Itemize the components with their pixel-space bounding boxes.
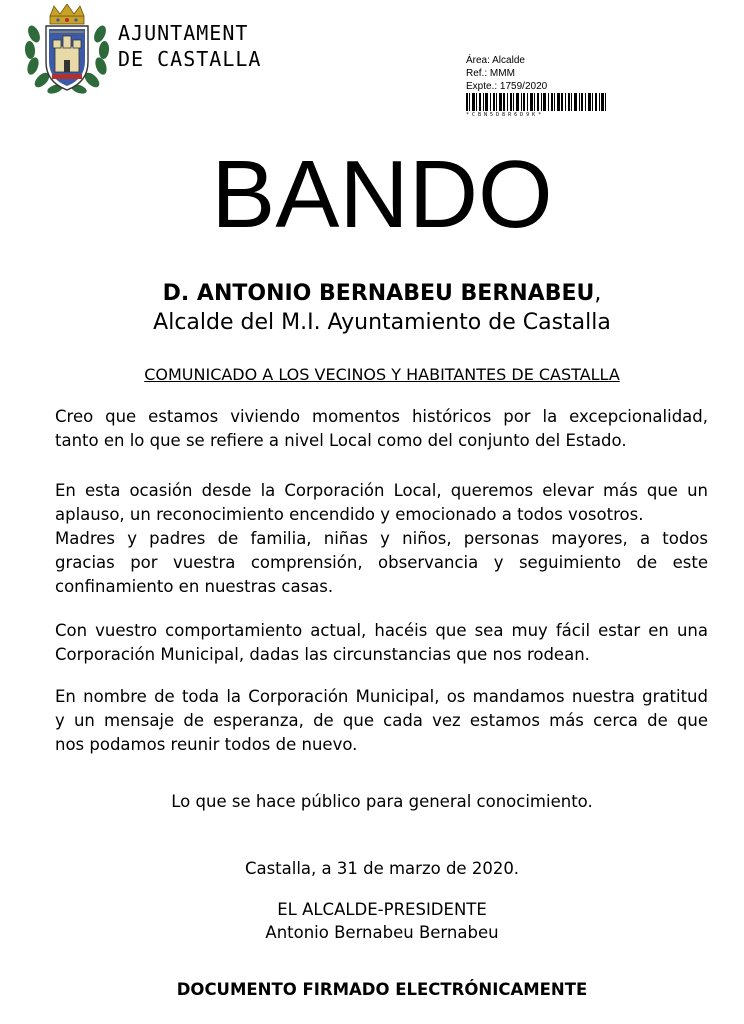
- date-line: Castalla, a 31 de marzo de 2020.: [244, 859, 520, 878]
- barcode-text: *CBN5D8R6D9K*: [466, 112, 545, 118]
- organization-name-line1: AJUNTAMENT: [118, 21, 249, 45]
- paragraph-line: y un mensaje de esperanza, de que cada vez estamos más cerca de que: [55, 711, 708, 730]
- organization-name: [118, 20, 261, 72]
- body-paragraph-1: [55, 405, 708, 453]
- paragraph-line: En esta ocasión desde la Corporación Local, queremos elevar más que un: [55, 481, 708, 500]
- paragraph-line: Madres y padres de familia, niñas y niños, personas mayores, a todos: [55, 529, 708, 548]
- document-metadata: [466, 54, 547, 93]
- mayor-name: D. ANTONIO BERNABEU BERNABEU: [162, 281, 595, 306]
- meta-expte-value: 1759/2020: [499, 81, 548, 92]
- electronic-signature-notice: DOCUMENTO FIRMADO ELECTRÓNICAMENTE: [176, 980, 588, 999]
- mayor-name-suffix: ,: [594, 281, 602, 306]
- mayor-name-line: [0, 280, 744, 308]
- body-paragraph-3: [55, 619, 708, 667]
- paragraph-line: aplauso, un reconocimiento encendido y emocionado a todos vosotros.: [55, 505, 644, 524]
- paragraph-line: Creo que estamos viviendo momentos históricos por la excepcionalidad,: [55, 407, 708, 426]
- paragraph-line: nos podamos reunir todos de nuevo.: [55, 735, 358, 754]
- paragraph-line: gracias por vuestra comprensión, observancia y seguimiento de este: [55, 553, 708, 572]
- body-paragraph-2: [55, 479, 708, 599]
- body-paragraph-4: [55, 685, 708, 757]
- municipal-coat-of-arms-icon: [22, 4, 112, 96]
- meta-area-label: Área:: [466, 55, 490, 66]
- meta-expte-label: Expte.:: [466, 81, 498, 92]
- barcode-icon: [466, 93, 606, 111]
- signature-name: Antonio Bernabeu Bernabeu: [265, 923, 499, 942]
- paragraph-line: confinamiento en nuestras casas.: [55, 577, 334, 596]
- paragraph-line: Corporación Municipal, dadas las circunstancias que nos rodean.: [55, 645, 590, 664]
- paragraph-line: tanto en lo que se refiere a nivel Local como del conjunto del Estado.: [55, 431, 627, 450]
- organization-name-line2: DE CASTALLA: [118, 47, 262, 71]
- closing-statement: Lo que se hace público para general conocimiento.: [171, 792, 593, 811]
- meta-ref-value: MMM: [489, 68, 515, 79]
- meta-expte: [466, 80, 547, 93]
- signature-title: EL ALCALDE-PRESIDENTE: [277, 900, 487, 919]
- paragraph-line: Con vuestro comportamiento actual, hacéis que sea muy fácil estar en una: [55, 621, 708, 640]
- paragraph-line: En nombre de toda la Corporación Municipal, os mandamos nuestra gratitud: [55, 687, 708, 706]
- mayor-role: Alcalde del M.I. Ayuntamiento de Castalla: [153, 310, 611, 335]
- meta-ref: [466, 67, 547, 80]
- meta-ref-label: Ref.:: [466, 68, 488, 79]
- meta-area-value: Alcalde: [492, 55, 525, 66]
- document-title: BANDO: [211, 141, 553, 248]
- meta-area: [466, 54, 547, 67]
- subject-heading: COMUNICADO A LOS VECINOS Y HABITANTES DE CASTALLA: [144, 365, 620, 384]
